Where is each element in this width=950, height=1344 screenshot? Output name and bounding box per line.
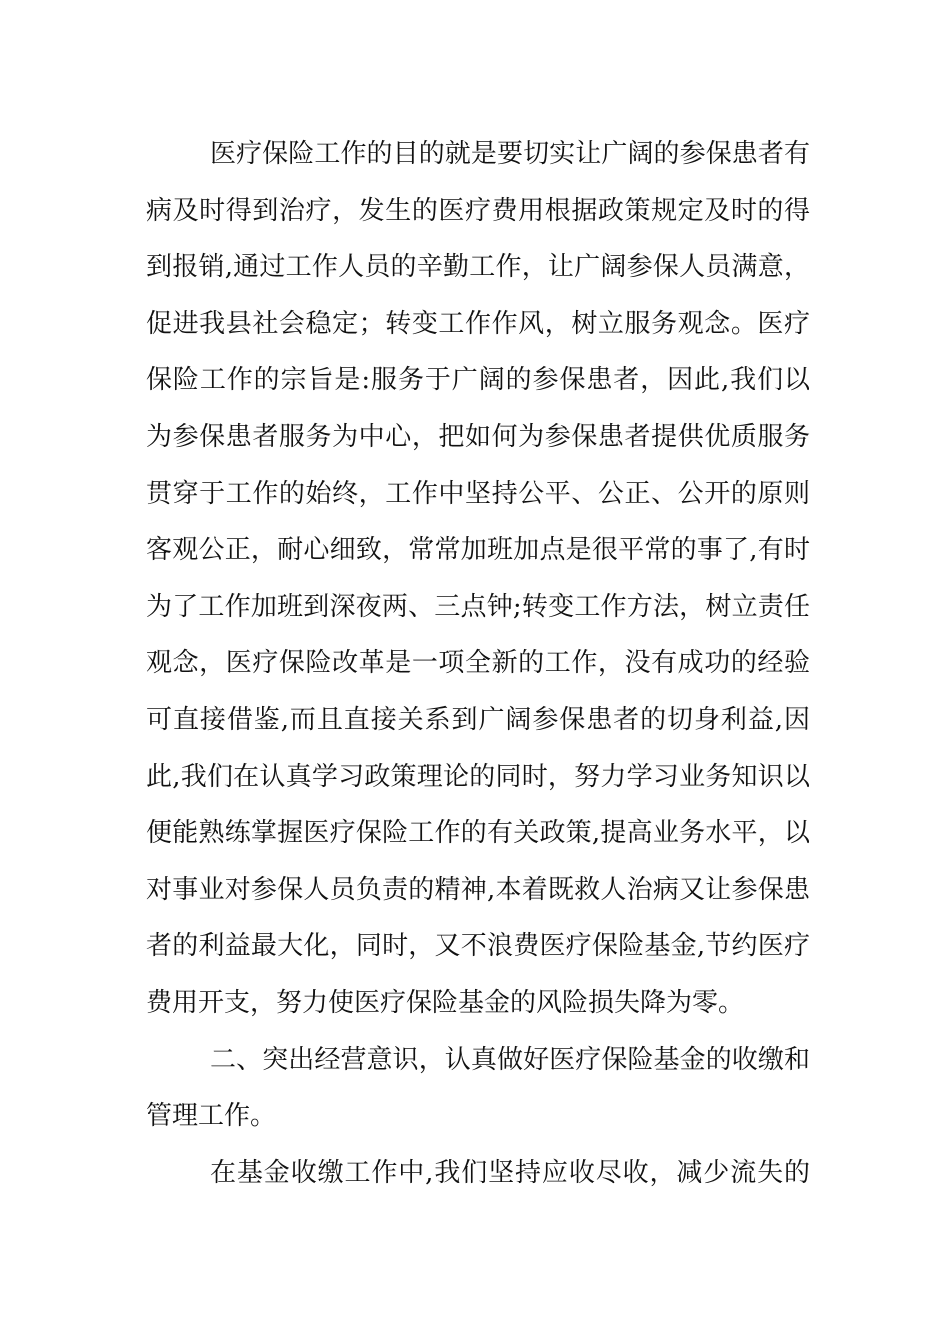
- text-line: 二、突出经营意识，认真做好医疗保险基金的收缴和: [210, 1044, 810, 1075]
- text-line: 此,我们在认真学习政策理论的同时，努力学习业务知识以: [146, 761, 810, 792]
- text-line: 客观公正，耐心细致，常常加班加点是很平常的事了,有时: [146, 535, 810, 566]
- text-line: 费用开支，努力使医疗保险基金的风险损失降为零。: [146, 987, 745, 1018]
- paragraph-medical-insurance-purpose: [146, 126, 810, 1032]
- text-line: 到报销,通过工作人员的辛勤工作，让广阔参保人员满意，: [146, 252, 810, 283]
- text-line: 为参保患者服务为中心，把如何为参保患者提供优质服务: [146, 421, 810, 452]
- paragraph-fund-collection: [146, 1145, 810, 1202]
- text-line: 管理工作。: [146, 1101, 277, 1132]
- text-line: 可直接借鉴,而且直接关系到广阔参保患者的切身利益,因: [146, 704, 810, 735]
- text-line: 观念，医疗保险改革是一项全新的工作，没有成功的经验: [146, 648, 810, 679]
- text-line: 在基金收缴工作中,我们坚持应收尽收，减少流失的: [210, 1157, 810, 1188]
- section-heading-fund-management: [146, 1032, 810, 1145]
- text-line: 医疗保险工作的目的就是要切实让广阔的参保患者有: [210, 139, 810, 169]
- text-line: 促进我县社会稳定；转变工作作风，树立服务观念。医疗: [146, 308, 810, 339]
- text-line: 为了工作加班到深夜两、三点钟;转变工作方法，树立责任: [146, 591, 810, 622]
- text-line: 贯穿于工作的始终，工作中坚持公平、公正、公开的原则: [146, 478, 810, 509]
- text-line: 者的利益最大化，同时，又不浪费医疗保险基金,节约医疗: [146, 931, 810, 962]
- text-line: 保险工作的宗旨是:服务于广阔的参保患者，因此,我们以: [146, 365, 810, 396]
- text-line: 对事业对参保人员负责的精神,本着既救人治病又让参保患: [146, 874, 810, 905]
- text-line: 病及时得到治疗，发生的医疗费用根据政策规定及时的得: [146, 195, 810, 226]
- document-body: [146, 126, 810, 1201]
- text-line: 便能熟练掌握医疗保险工作的有关政策,提高业务水平，以: [146, 818, 810, 849]
